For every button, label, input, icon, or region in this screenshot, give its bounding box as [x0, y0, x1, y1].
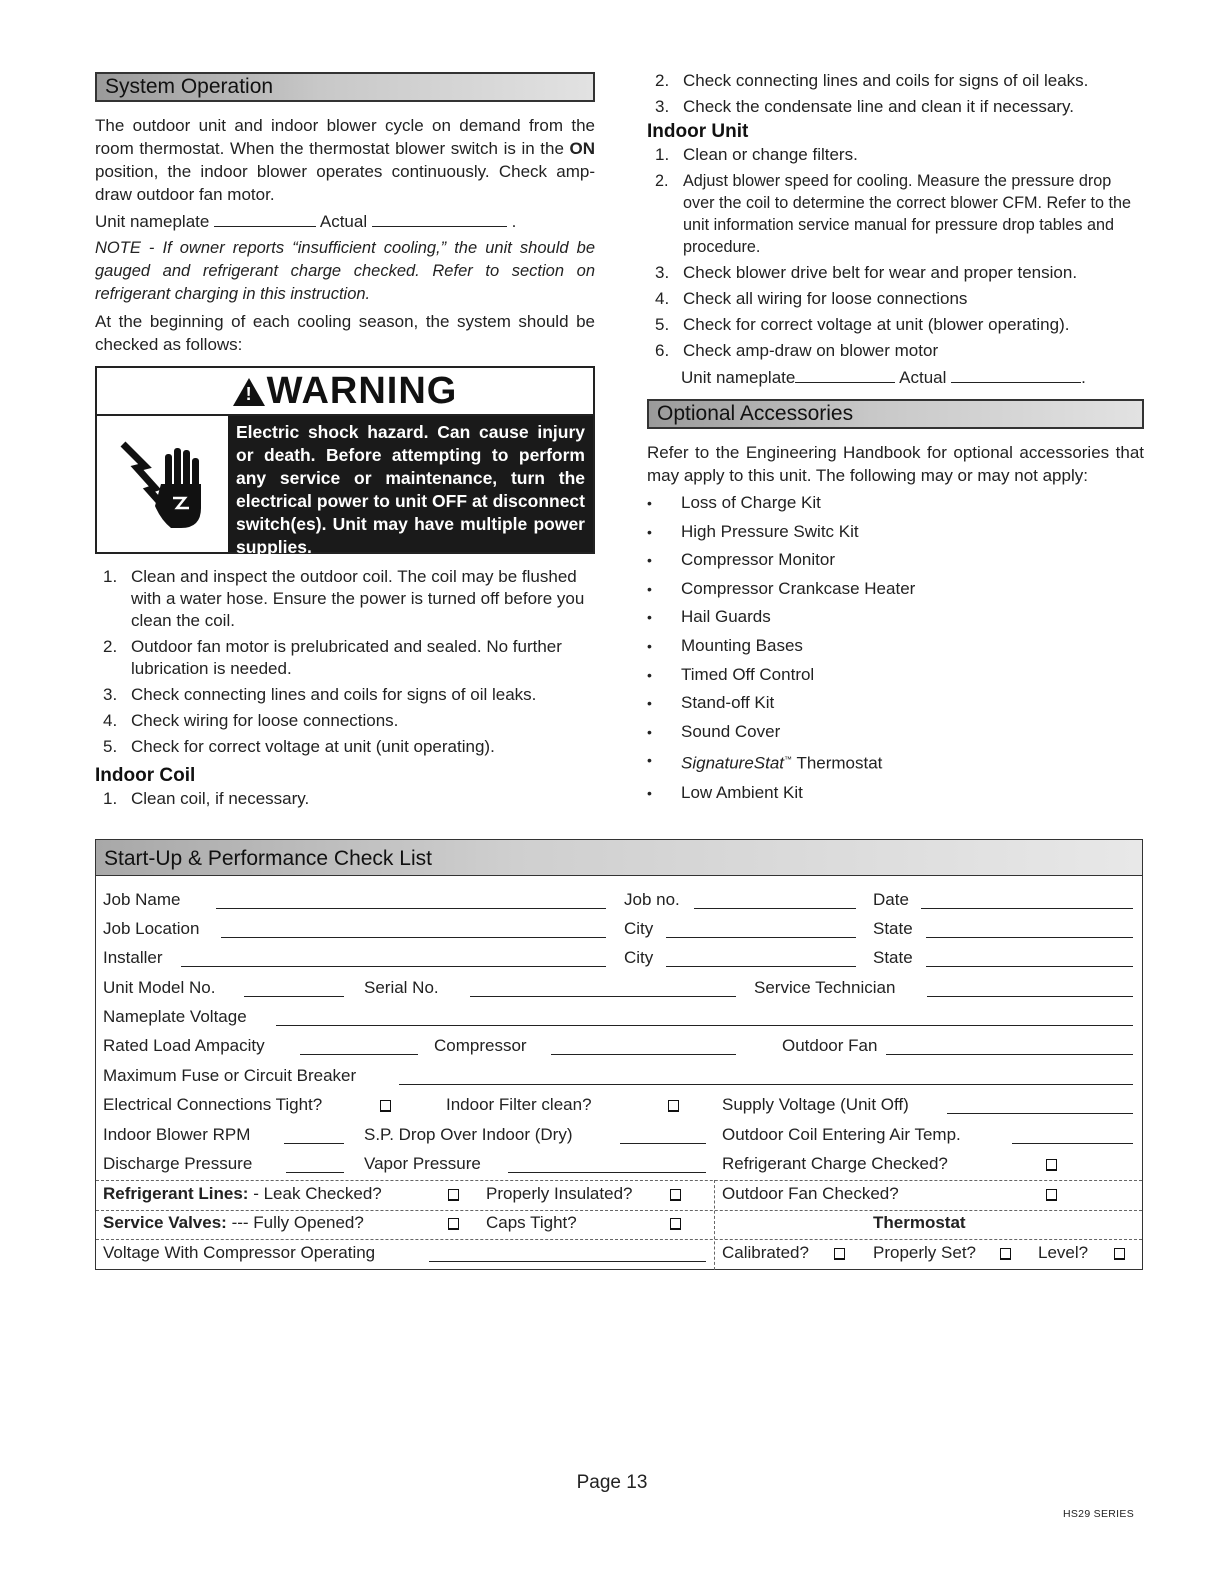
list-item: 1. Clean or change filters.: [655, 145, 858, 164]
level-label: Level?: [1038, 1243, 1089, 1262]
city-field[interactable]: [666, 936, 856, 938]
list-item: • Compressor Monitor: [647, 546, 1144, 575]
job-location-label: Job Location: [103, 919, 200, 938]
state-label: State: [873, 919, 913, 938]
row-divider: [96, 1239, 1142, 1240]
list-item: • Stand-off Kit: [647, 689, 1144, 718]
list-item: • SignatureStat™ Thermostat: [647, 746, 1144, 778]
indoor-unit-heading: Indoor Unit: [647, 121, 749, 142]
compressor-label: Compressor: [434, 1036, 527, 1055]
nameplate-voltage-label: Nameplate Voltage: [103, 1007, 247, 1026]
list-item: • High Pressure Switc Kit: [647, 518, 1144, 547]
indoor-nameplate-line: Unit nameplate Actual .: [681, 368, 1086, 387]
list-item: 4. Check all wiring for loose connections: [655, 289, 968, 308]
list-item: 1. Clean coil, if necessary.: [103, 789, 310, 808]
list-item: • Loss of Charge Kit: [647, 489, 1144, 518]
caps-tight-checkbox[interactable]: [670, 1218, 681, 1230]
service-tech-field[interactable]: [927, 995, 1133, 997]
sp-drop-label: S.P. Drop Over Indoor (Dry): [364, 1125, 573, 1144]
row-divider: [96, 1210, 1142, 1211]
system-operation-para2: At the beginning of each cooling season, the system should be checked as follows:: [95, 312, 595, 354]
job-name-label: Job Name: [103, 890, 181, 909]
warning-title: ! WARNING: [97, 368, 593, 416]
voltage-comp-label: Voltage With Compressor Operating: [103, 1243, 376, 1262]
indoor-coil-steps-right: [647, 68, 1144, 120]
optional-accessories-banner: Optional Accessories: [647, 399, 1144, 429]
installer-state-field[interactable]: [926, 965, 1133, 967]
warning-box: [95, 366, 595, 557]
vapor-field[interactable]: [508, 1171, 706, 1173]
indoor-rpm-label: Indoor Blower RPM: [103, 1125, 251, 1144]
electric-shock-hand-icon: [115, 436, 215, 536]
fan-checked-checkbox[interactable]: [1046, 1189, 1057, 1201]
list-item: • Timed Off Control: [647, 661, 1144, 690]
installer-state-label: State: [873, 948, 913, 967]
calibrated-label: Calibrated?: [722, 1243, 809, 1262]
list-item: 3. Check blower drive belt for wear and proper tension.: [655, 263, 1078, 282]
warning-message: Electric shock hazard. Can cause injury or death. Before attempting to perform any service or maintenance, turn the electrical power to unit OFF at disconnect switch(es). Unit may have multiple power supplies.: [228, 416, 593, 552]
list-item: • Low Ambient Kit: [647, 779, 1144, 808]
indoor-filter-checkbox[interactable]: [668, 1100, 679, 1112]
supply-voltage-label: Supply Voltage (Unit Off): [722, 1095, 909, 1114]
coil-temp-label: Outdoor Coil Entering Air Temp.: [722, 1125, 961, 1144]
unit-model-field[interactable]: [244, 995, 344, 997]
right-column: [647, 68, 1144, 807]
properly-set-checkbox[interactable]: [1000, 1248, 1011, 1260]
indoor-rpm-field[interactable]: [284, 1142, 344, 1144]
thermostat-heading: Thermostat: [873, 1213, 966, 1232]
indoor-unit-steps: [647, 144, 1144, 362]
row-divider: [96, 1180, 1142, 1181]
installer-city-field[interactable]: [666, 965, 856, 967]
warning-triangle-icon: !: [233, 378, 265, 406]
leak-checked-checkbox[interactable]: [448, 1189, 459, 1201]
insulated-label: Properly Insulated?: [486, 1184, 633, 1203]
properly-set-label: Properly Set?: [873, 1243, 976, 1262]
list-item: • Compressor Crankcase Heater: [647, 575, 1144, 604]
accessories-list: [647, 489, 1144, 807]
max-fuse-field[interactable]: [399, 1083, 1133, 1085]
discharge-label: Discharge Pressure: [103, 1154, 253, 1173]
rated-load-label: Rated Load Ampacity: [103, 1036, 265, 1055]
calibrated-checkbox[interactable]: [834, 1248, 845, 1260]
job-no-label: Job no.: [624, 890, 680, 909]
nameplate-line: Unit nameplate Actual .: [95, 212, 517, 231]
elec-conn-label: Electrical Connections Tight?: [103, 1095, 323, 1114]
discharge-field[interactable]: [286, 1171, 344, 1173]
list-item: 2. Adjust blower speed for cooling. Measure the pressure drop over the coil to determine the correct blower CFM. Refer to the unit information service manual for pressure drop tables and procedure.: [655, 172, 1132, 256]
job-no-field[interactable]: [694, 907, 856, 909]
ref-charge-label: Refrigerant Charge Checked?: [722, 1154, 948, 1173]
elec-conn-checkbox[interactable]: [380, 1100, 391, 1112]
supply-voltage-field[interactable]: [947, 1112, 1133, 1114]
system-operation-para1: The outdoor unit and indoor blower cycle on demand from the room thermostat. When the thermostat blower switch is in the ON position, the indoor blower operates continuously. Check amp-draw outdoor fan motor.: [95, 116, 595, 204]
indoor-filter-label: Indoor Filter clean?: [446, 1095, 592, 1114]
vapor-label: Vapor Pressure: [364, 1154, 481, 1173]
startup-checklist: [95, 839, 1143, 1270]
rated-load-field[interactable]: [300, 1053, 418, 1055]
column-divider: [714, 1180, 715, 1270]
checklist-banner: Start-Up & Performance Check List: [96, 840, 1142, 876]
accessories-intro: Refer to the Engineering Handbook for optional accessories that may apply to this unit. The following may or may not apply:: [647, 443, 1144, 485]
sp-drop-field[interactable]: [620, 1142, 706, 1144]
service-valves-label: Service Valves: --- Fully Opened?: [103, 1213, 364, 1232]
fully-opened-checkbox[interactable]: [448, 1218, 459, 1230]
installer-city-label: City: [624, 948, 654, 967]
system-operation-banner: System Operation: [95, 72, 595, 102]
fan-checked-label: Outdoor Fan Checked?: [722, 1184, 899, 1203]
list-item: 1. Clean and inspect the outdoor coil. The coil may be flushed with a water hose. Ensure the power is turned off before you clean the coil.: [103, 567, 585, 630]
list-item: • Sound Cover: [647, 718, 1144, 747]
installer-field[interactable]: [181, 965, 606, 967]
list-item: 5. Check for correct voltage at unit (blower operating).: [655, 315, 1070, 334]
list-item: 4. Check wiring for loose connections.: [103, 711, 399, 730]
level-checkbox[interactable]: [1114, 1248, 1125, 1260]
outdoor-steps: [95, 566, 595, 758]
list-item: 2. Outdoor fan motor is prelubricated and sealed. No further lubrication is needed.: [103, 637, 562, 678]
service-tech-label: Service Technician: [754, 978, 896, 997]
unit-model-label: Unit Model No.: [103, 978, 216, 997]
max-fuse-label: Maximum Fuse or Circuit Breaker: [103, 1066, 357, 1085]
serial-no-field[interactable]: [470, 995, 736, 997]
indoor-coil-heading: Indoor Coil: [95, 765, 196, 786]
date-label: Date: [873, 890, 909, 909]
list-item: 3. Check the condensate line and clean it if necessary.: [655, 97, 1074, 116]
voltage-comp-field[interactable]: [429, 1260, 706, 1262]
job-name-field[interactable]: [216, 907, 606, 909]
ref-lines-label: Refrigerant Lines: - Leak Checked?: [103, 1184, 382, 1203]
serial-no-label: Serial No.: [364, 978, 439, 997]
job-location-field[interactable]: [221, 936, 606, 938]
insulated-checkbox[interactable]: [670, 1189, 681, 1201]
insufficient-cooling-note: NOTE - If owner reports “insufficient cooling,” the unit should be gauged and refrigerant charge checked. Refer to section on refrigerant charging in this instruction.: [95, 239, 595, 303]
page-number: Page 13: [576, 1472, 648, 1493]
state-field[interactable]: [926, 936, 1133, 938]
compressor-field[interactable]: [551, 1053, 736, 1055]
indoor-coil-steps-left: [95, 788, 595, 810]
caps-tight-label: Caps Tight?: [486, 1213, 577, 1232]
left-column: [95, 72, 595, 810]
nameplate-voltage-field[interactable]: [276, 1024, 1133, 1026]
list-item: • Hail Guards: [647, 603, 1144, 632]
list-item: 3. Check connecting lines and coils for signs of oil leaks.: [103, 685, 537, 704]
coil-temp-field[interactable]: [1012, 1142, 1133, 1144]
list-item: 2. Check connecting lines and coils for signs of oil leaks.: [655, 71, 1089, 90]
series-label: HS29 SERIES: [1063, 1508, 1134, 1520]
outdoor-fan-field[interactable]: [886, 1053, 1133, 1055]
list-item: 5. Check for correct voltage at unit (unit operating).: [103, 737, 495, 756]
list-item: 6. Check amp-draw on blower motor: [655, 341, 939, 360]
city-label: City: [624, 919, 654, 938]
list-item: • Mounting Bases: [647, 632, 1144, 661]
date-field[interactable]: [921, 907, 1133, 909]
outdoor-fan-label: Outdoor Fan: [782, 1036, 878, 1055]
installer-label: Installer: [103, 948, 163, 967]
ref-charge-checkbox[interactable]: [1046, 1159, 1057, 1171]
